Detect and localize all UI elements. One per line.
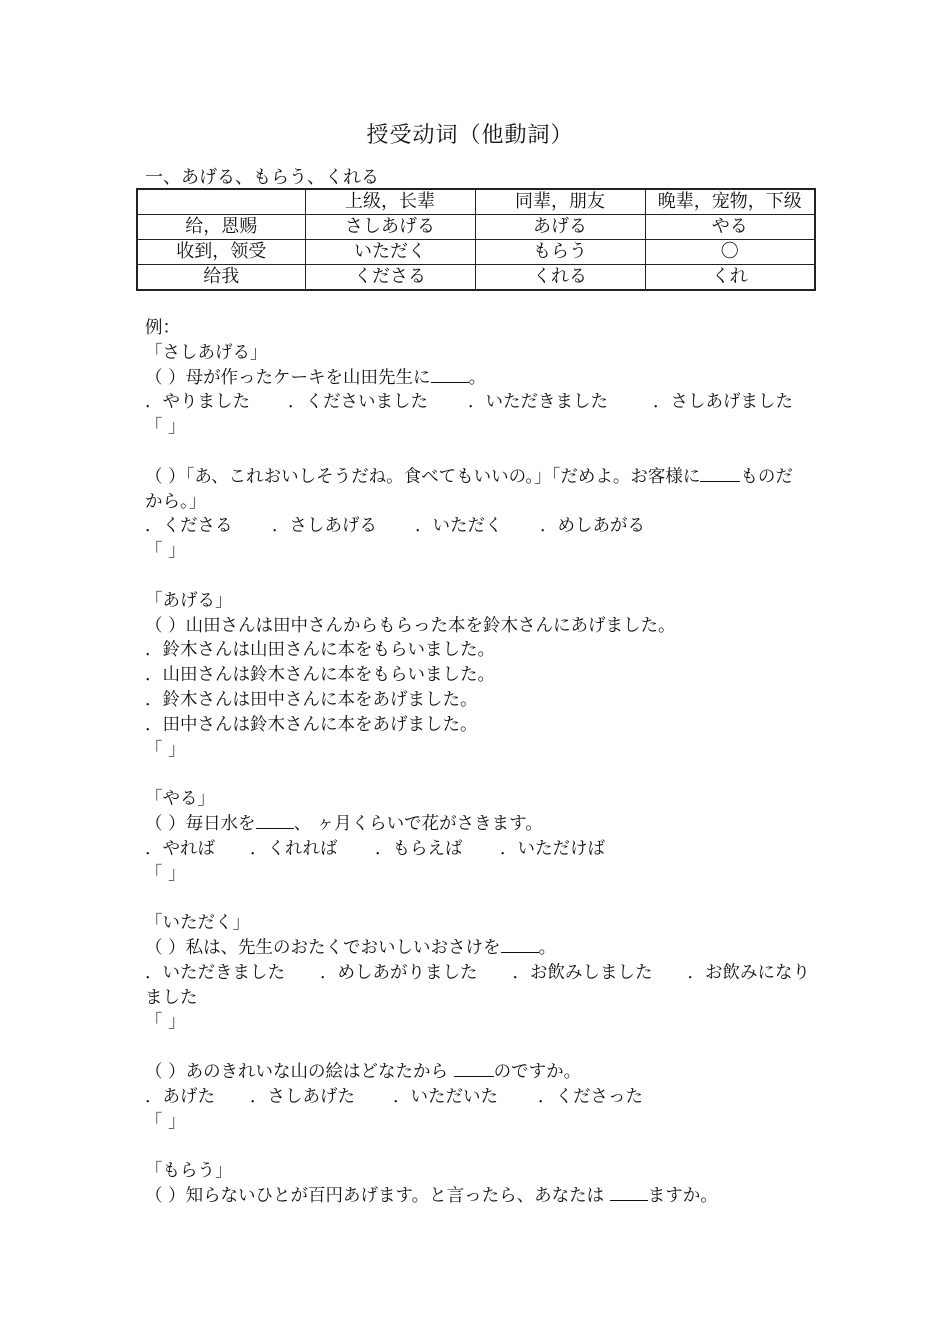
- question-text: （ ）あのきれいな山の絵はどなたから: [145, 1061, 454, 1082]
- option[interactable]: ．もらえば: [375, 838, 463, 859]
- answer-bracket: 「 」: [145, 1111, 186, 1132]
- answer-bracket: 「 」: [145, 417, 186, 438]
- group-heading: 「さしあげる」: [145, 342, 268, 363]
- answer-blank[interactable]: [431, 382, 469, 383]
- table-header-cell: [137, 189, 305, 215]
- table-cell: 给，恩赐: [137, 215, 305, 240]
- option[interactable]: ．さしあげました: [653, 392, 793, 413]
- table-row: [137, 265, 815, 291]
- options-line: [145, 514, 810, 539]
- group-heading: 「もらう」: [145, 1161, 233, 1182]
- group-heading: 「やる」: [145, 789, 215, 810]
- answer-blank[interactable]: [501, 952, 539, 953]
- table-row: [137, 240, 815, 265]
- answer-bracket: 「 」: [145, 863, 186, 884]
- question: [145, 1184, 810, 1209]
- section-heading: 一、あげる、もらう、くれる: [145, 167, 379, 188]
- question-text: （ ）母が作ったケーキを山田先生に: [145, 367, 431, 388]
- option[interactable]: ．鈴木さんは山田さんに本をもらいました。: [145, 640, 495, 661]
- option[interactable]: ．いただいた: [393, 1086, 498, 1107]
- option[interactable]: ．くれれば: [250, 838, 338, 859]
- table-header-cell: 上级，长辈: [305, 189, 475, 215]
- table-cell: くれる: [475, 265, 645, 291]
- verb-table: [136, 188, 816, 291]
- option[interactable]: ．くださる: [145, 516, 233, 537]
- table-cell: さしあげる: [305, 215, 475, 240]
- options-line: [145, 837, 810, 862]
- question-text: のですか。: [493, 1061, 582, 1082]
- table-cell: もらう: [475, 240, 645, 265]
- option[interactable]: ．いただけば: [500, 838, 605, 859]
- options-line: [145, 1085, 810, 1110]
- question-text: （ ）知らないひとが百円あげます。と言ったら、あなたは: [145, 1185, 610, 1206]
- example-label: 例：: [145, 318, 180, 338]
- option[interactable]: ．山田さんは鈴木さんに本をもらいました。: [145, 665, 495, 686]
- option[interactable]: ．めしあがる: [540, 516, 645, 537]
- question-text: （ ）私は、先生のおたくでおいしいおさけを: [145, 937, 501, 958]
- table-row: [137, 215, 815, 240]
- question: [145, 465, 810, 515]
- question-text: 、 ヶ月くらいで花がさきます。: [293, 813, 543, 834]
- table-cell: いただく: [305, 240, 475, 265]
- question: [145, 936, 810, 961]
- exercise-body: [145, 316, 810, 1209]
- option[interactable]: ．鈴木さんは田中さんに本をあげました。: [145, 689, 478, 710]
- question-text: 。: [468, 367, 487, 388]
- group-heading: 「いただく」: [145, 913, 250, 934]
- answer-bracket: 「 」: [145, 1012, 186, 1033]
- question: [145, 1060, 810, 1085]
- answer-blank[interactable]: [454, 1076, 494, 1077]
- answer-blank[interactable]: [256, 828, 294, 829]
- option[interactable]: ．くださった: [538, 1086, 643, 1107]
- option[interactable]: ．くださいました: [288, 392, 428, 413]
- option[interactable]: ．やれば: [145, 838, 215, 859]
- question-text: 。: [538, 937, 557, 958]
- group-heading: 「あげる」: [145, 590, 233, 611]
- answer-blank[interactable]: [700, 481, 740, 482]
- question: [145, 366, 810, 391]
- table-cell: やる: [645, 215, 815, 240]
- answer-bracket: 「 」: [145, 739, 186, 760]
- document-title: 授受动词（他動詞）: [366, 123, 574, 148]
- options-line: [145, 390, 810, 415]
- question-text: （ ）「あ、これおいしそうだね。食べてもいいの。」「だめよ。お客様に: [145, 466, 701, 487]
- question-text: （ ）毎日水を: [145, 813, 256, 834]
- option[interactable]: ．やりました: [145, 392, 250, 413]
- question: [145, 812, 810, 837]
- options-line: ．いただきました ．めしあがりました ．お飲みしました ．お飲みになりました: [145, 962, 810, 1008]
- option[interactable]: ．さしあげる: [272, 516, 377, 537]
- option[interactable]: ．さしあげた: [250, 1086, 355, 1107]
- table-header-row: [137, 189, 815, 215]
- option[interactable]: ．いただく: [415, 516, 503, 537]
- table-cell: 给我: [137, 265, 305, 291]
- table-cell: 收到，领受: [137, 240, 305, 265]
- table-header-cell: 晚辈，宠物，下级: [645, 189, 815, 215]
- question-text: （ ）山田さんは田中さんからもらった本を鈴木さんにあげました。: [145, 615, 676, 636]
- option[interactable]: ．あげた: [145, 1086, 215, 1107]
- table-cell: 〇: [645, 240, 815, 265]
- option[interactable]: ．田中さんは鈴木さんに本をあげました。: [145, 714, 478, 735]
- table-header-cell: 同辈，朋友: [475, 189, 645, 215]
- question-text: ものだから。」: [145, 466, 793, 512]
- answer-blank[interactable]: [610, 1200, 648, 1201]
- answer-bracket: 「 」: [145, 541, 186, 562]
- table-cell: くれ: [645, 265, 815, 291]
- question-text: ますか。: [647, 1185, 718, 1206]
- table-cell: あげる: [475, 215, 645, 240]
- option[interactable]: ．いただきました: [468, 392, 608, 413]
- table-cell: くださる: [305, 265, 475, 291]
